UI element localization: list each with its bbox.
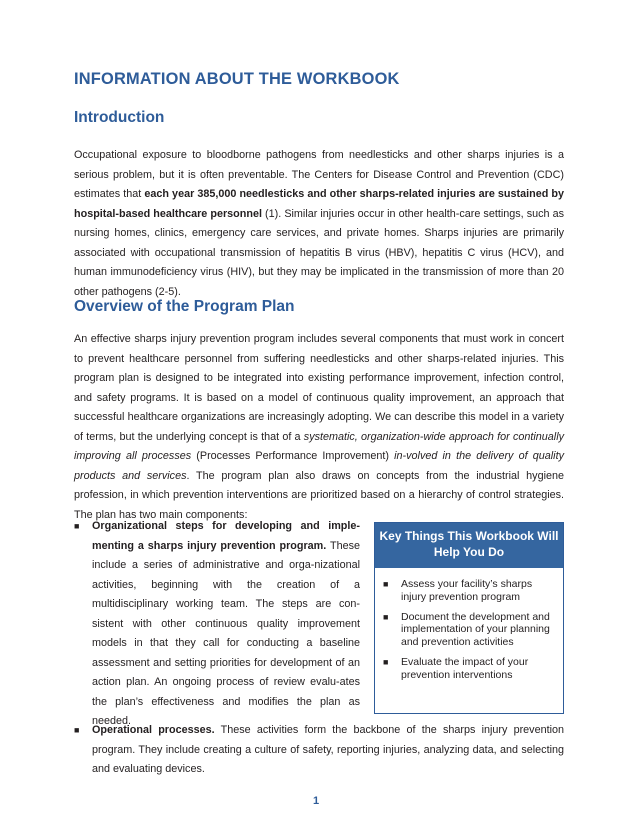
introduction-paragraph	[74, 146, 564, 302]
page-title: INFORMATION ABOUT THE WORKBOOK	[74, 70, 400, 88]
bullet-body: These activities form the backbone of the sharps injury prevention program. They include creating a culture of safety, reporting injuries, analyzing data, and selecting and evaluating devices.	[92, 724, 564, 775]
bullet-square-icon: ■	[383, 611, 389, 622]
section-heading-introduction: Introduction	[74, 109, 165, 126]
key-things-item-text: Document the development and implementation of your planning and prevention activities	[401, 610, 550, 649]
overview-text-2: (Processes Performance Improvement)	[191, 450, 395, 462]
key-things-item-text: Assess your facility’s sharps injury prevention program	[401, 578, 533, 603]
bullet-square-icon: ■	[383, 579, 389, 589]
key-things-item	[383, 578, 555, 604]
bullet-square-icon: ■	[74, 521, 80, 531]
bullet-body: These include a series of administrative and orga-nizational activities, beginning with the creation of a multidisciplinary working team. The steps are con-sistent with other continuous quality improvement models in that they call for conducting a baseline assessment and setting priorities for development of an action plan. An ongoing process of review evalu-ates the plan’s effectiveness and modifies the plan as needed.	[92, 539, 361, 727]
bullet-text	[92, 517, 360, 732]
key-things-title: Key Things This Workbook Will Help You Do	[375, 523, 563, 568]
bullet-bold-lead: Organizational steps for developing and imple-menting a sharps injury prevention program.	[92, 520, 360, 552]
key-things-item	[383, 656, 555, 682]
overview-paragraph	[74, 330, 564, 525]
intro-bold-statistic: each year 385,000 needlesticks and other sharps-related injuries are sustained by hospital-based healthcare personnel	[74, 188, 564, 220]
bullet-square-icon: ■	[74, 725, 80, 735]
overview-italic-1: systematic, organization-wide approach for continually improving all processes	[74, 430, 564, 462]
overview-text-1: An effective sharps injury prevention program includes several components that must work in concert to prevent healthcare personnel from suffering needlesticks and other sharps-related injuries. This program plan is designed to be integrated into existing performance improvement, infection control, and safety programs. It is based on a model of continuous quality improvement, an approach that successful healthcare organizations are increasingly adopting. We can describe this model in a variety of terms, but the underlying concept is that of a	[74, 333, 564, 443]
bullet-bold-lead: Operational processes.	[92, 724, 215, 736]
bullet-square-icon: ■	[383, 656, 389, 667]
bullet-operational-processes	[74, 721, 564, 780]
intro-text-2: (1). Similar injuries occur in other health-care settings, such as nursing homes, clinics, emergency care services, and private homes. Sharps injuries are primarily associated with occupational transmission of hepatitis B virus (HBV), hepatitis C virus (HCV), and human immunodeficiency virus (HIV), but they may be implicated in the transmission of more than 20 other pathogens (2-5).	[74, 207, 565, 298]
key-things-item-text: Evaluate the impact of your prevention interventions	[401, 655, 529, 681]
key-things-box	[374, 522, 564, 714]
bullet-organizational-steps	[74, 517, 360, 732]
page-number: 1	[313, 795, 320, 807]
key-things-list	[375, 568, 563, 682]
section-heading-overview: Overview of the Program Plan	[74, 298, 295, 315]
overview-italic-2: in-volved in the delivery of quality products and services	[74, 450, 564, 482]
key-things-item	[383, 611, 555, 649]
overview-text-3: . The program plan also draws on concepts from the industrial hygiene profession, in which prevention interventions are prioritized based on a hierarchy of control strategies. The plan has two main components:	[74, 469, 564, 521]
bullet-text	[92, 721, 564, 780]
intro-text-1: Occupational exposure to bloodborne pathogens from needlesticks and other sharps injuries is a serious problem, but it is often preventable. The Centers for Disease Control and Prevention (CDC) estimates that	[74, 149, 564, 200]
